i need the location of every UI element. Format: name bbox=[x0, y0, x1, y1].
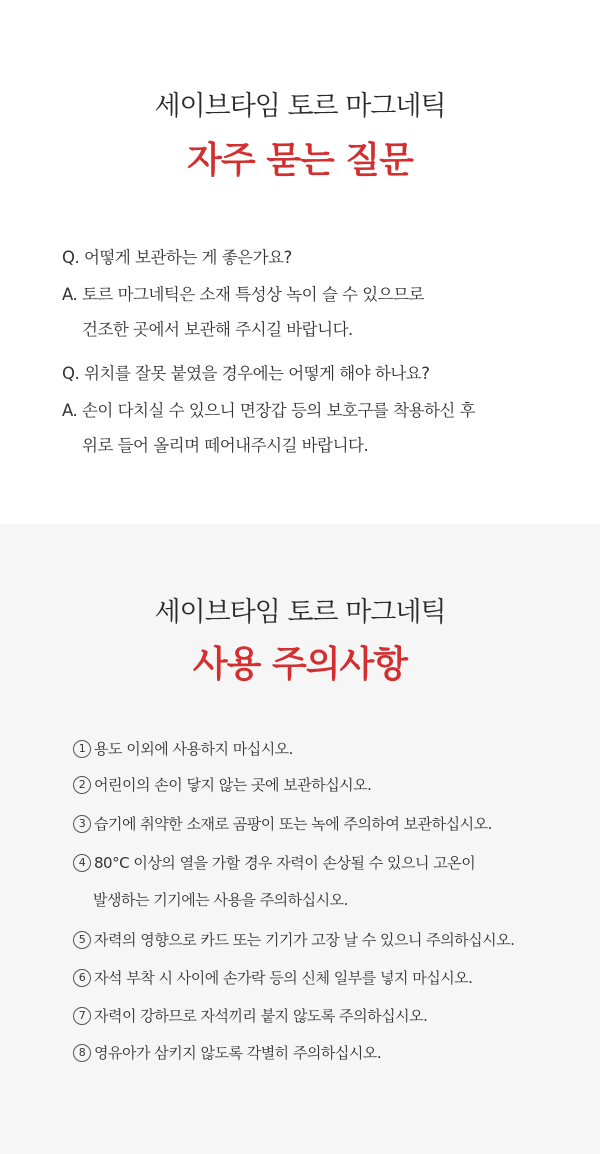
circled-number-3: 3 bbox=[73, 815, 91, 833]
circled-number-4: 4 bbox=[73, 854, 91, 872]
caution-item-text: 어린이의 손이 닿지 않는 곳에 보관하십시오. bbox=[94, 776, 372, 794]
caution-item-7 bbox=[73, 1005, 427, 1026]
faq-answer-1-line-2: 건조한 곳에서 보관해 주시길 바랍니다. bbox=[82, 320, 353, 339]
circled-number-1: 1 bbox=[73, 740, 91, 758]
caution-item-4 bbox=[73, 852, 475, 873]
caution-item-6 bbox=[73, 967, 472, 988]
circled-number-8: 8 bbox=[73, 1044, 91, 1062]
caution-subtitle: 세이브타임 토르 마그네틱 bbox=[154, 597, 446, 628]
caution-title: 사용 주의사항 bbox=[192, 644, 408, 685]
caution-item-text: 80°C 이상의 열을 가할 경우 자력이 손상될 수 있으니 고온이 bbox=[94, 854, 476, 872]
circled-number-5: 5 bbox=[73, 931, 91, 949]
faq-answer-2-line-2: 위로 들어 올리며 떼어내주시길 바랍니다. bbox=[82, 436, 369, 455]
caution-item-3 bbox=[73, 813, 492, 834]
caution-item-text: 자력의 영향으로 카드 또는 기기가 고장 날 수 있으니 주의하십시오. bbox=[94, 931, 515, 949]
faq-subtitle: 세이브타임 토르 마그네틱 bbox=[154, 91, 446, 122]
circled-number-7: 7 bbox=[73, 1007, 91, 1025]
caution-item-5 bbox=[73, 929, 514, 950]
faq-answer-2-line-1: A. 손이 다치실 수 있으니 면장갑 등의 보호구를 착용하신 후 bbox=[62, 401, 476, 420]
caution-item-text: 자석 부착 시 사이에 손가락 등의 신체 일부를 넣지 마십시오. bbox=[94, 969, 473, 987]
caution-item-1 bbox=[73, 738, 293, 759]
circled-number-6: 6 bbox=[73, 969, 91, 987]
caution-section bbox=[0, 524, 600, 1154]
caution-item-text: 용도 이외에 사용하지 마십시오. bbox=[94, 740, 293, 758]
caution-item-text: 자력이 강하므로 자석끼리 붙지 않도록 주의하십시오. bbox=[94, 1007, 428, 1025]
faq-title: 자주 묻는 질문 bbox=[187, 140, 413, 181]
caution-item-text: 영유아가 삼키지 않도록 각별히 주의하십시오. bbox=[94, 1044, 382, 1062]
faq-answer-1-line-1: A. 토르 마그네틱은 소재 특성상 녹이 슬 수 있으므로 bbox=[62, 285, 424, 304]
faq-section bbox=[0, 0, 600, 524]
caution-item-8 bbox=[73, 1042, 381, 1063]
faq-question-2: Q. 위치를 잘못 붙였을 경우에는 어떻게 해야 하나요? bbox=[62, 364, 430, 383]
faq-question-1: Q. 어떻게 보관하는 게 좋은가요? bbox=[62, 248, 292, 267]
caution-item-2 bbox=[73, 774, 371, 795]
caution-item-4-continuation: 발생하는 기기에는 사용을 주의하십시오. bbox=[93, 891, 348, 909]
circled-number-2: 2 bbox=[73, 776, 91, 794]
caution-item-text: 습기에 취약한 소재로 곰팡이 또는 녹에 주의하여 보관하십시오. bbox=[94, 815, 492, 833]
